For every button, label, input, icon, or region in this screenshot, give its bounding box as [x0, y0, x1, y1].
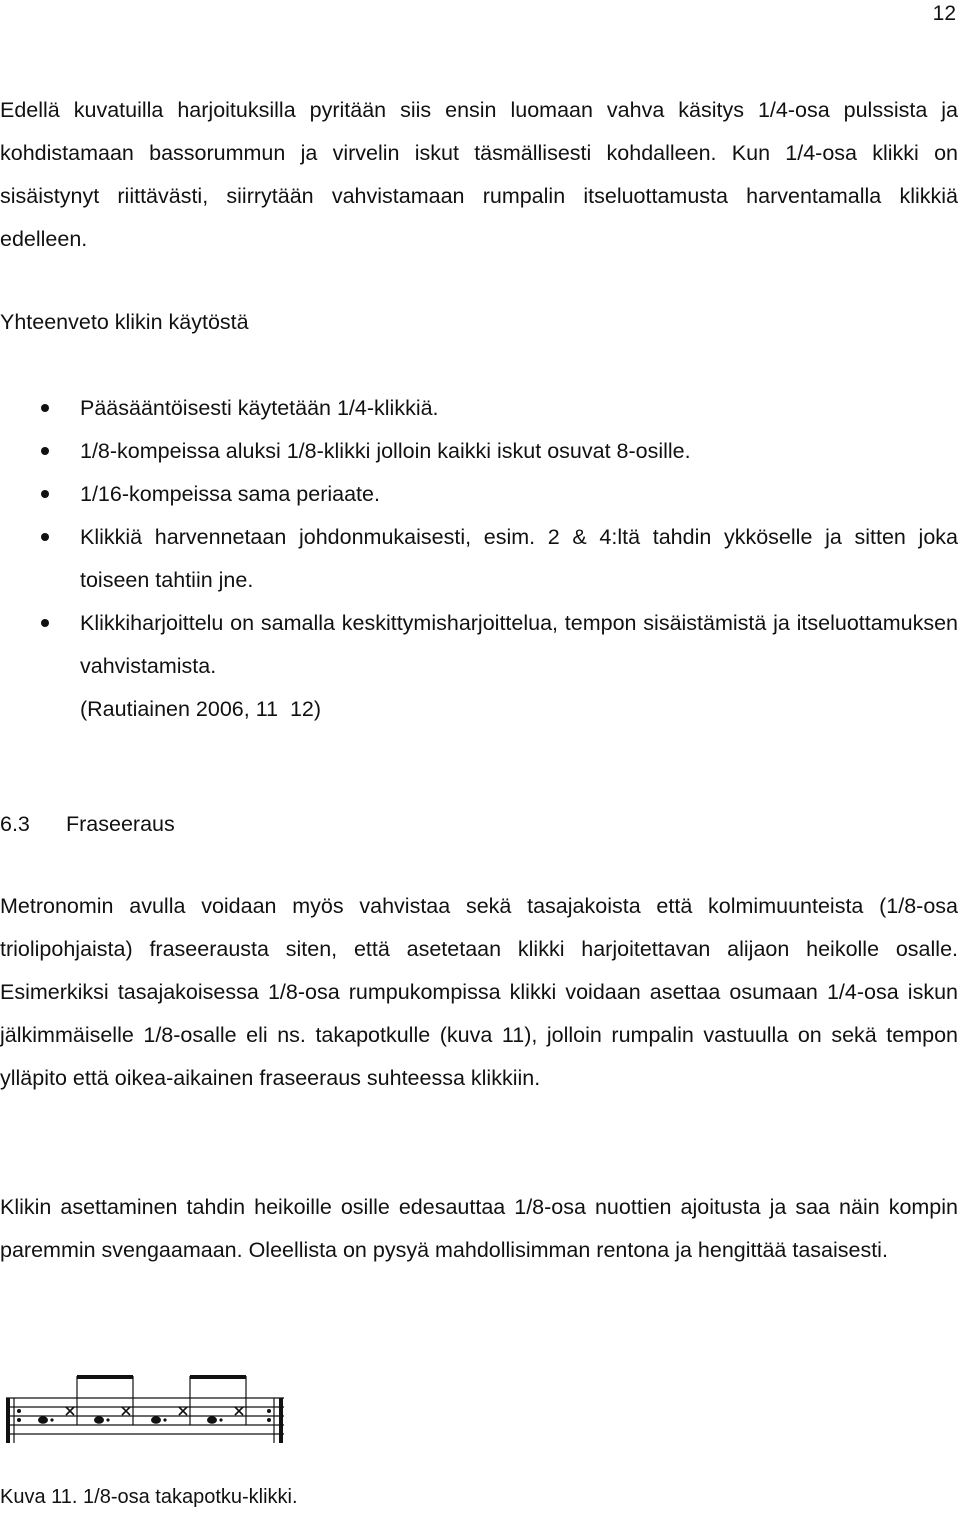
page-number: 12: [932, 2, 956, 25]
list-item: [0, 473, 958, 516]
list-item-text: Klikkiä harvennetaan johdonmukaisesti, esim. 2 & 4:ltä tahdin ykköselle ja sitten joka toiseen tahtiin jne.: [80, 525, 958, 592]
bullet-icon: [41, 447, 49, 455]
list-item: [0, 387, 958, 430]
section-title: Fraseeraus: [66, 812, 175, 836]
citation: (Rautiainen 2006, 11 12): [80, 697, 322, 721]
weak-beats-paragraph: Klikin asettaminen tahdin heikoille osille edesauttaa 1/8-osa nuottien ajoitusta ja saa näin kompin paremmin svengaamaan. Oleellista on pysyä mahdollisimman rentona ja hengittää tasaisesti.: [0, 1195, 958, 1262]
intro-paragraph: Edellä kuvatuilla harjoituksilla pyritään siis ensin luomaan vahva käsitys 1/4-osa pulssista ja kohdistamaan bassorummun ja virvelin iskut täsmällisesti kohdalleen. Kun 1/4-osa klikki on sisäistynyt riittävästi, siirrytään vahvistamaan rumpalin itseluottamusta harventamalla klikkiä edelleen.: [0, 98, 958, 251]
list-item: [0, 602, 958, 688]
section-heading: [0, 803, 175, 846]
section-number: 6.3: [0, 812, 30, 836]
list-item-text: Klikkiharjoittelu on samalla keskittymisharjoittelua, tempon sisäistämistä ja itseluottamuksen vahvistamista.: [80, 611, 958, 678]
bullet-icon: [41, 404, 49, 412]
list-item-text: Pääsääntöisesti käytetään 1/4-klikkiä.: [80, 396, 439, 420]
phrasing-paragraph: Metronomin avulla voidaan myös vahvistaa sekä tasajakoista että kolmimuunteista (1/8-osa triolipohjaista) fraseerausta siten, että asetetaan klikki harjoitettavan alijaon heikolle osalle. Esimerkiksi tasajakoisessa 1/8-osa rumpukompissa klikki voidaan asettaa osumaan 1/4-osa iskun jälkimmäiselle 1/8-osalle eli ns. takapotkulle (kuva 11), jolloin rumpalin vastuulla on sekä tempon ylläpito että oikea-aikainen fraseeraus suhteessa klikkiin.: [0, 894, 958, 1090]
summary-heading: Yhteenveto klikin käytöstä: [0, 310, 249, 334]
summary-list: [0, 387, 958, 731]
bullet-icon: [41, 533, 49, 541]
list-item-text: 1/16-kompeissa sama periaate.: [80, 482, 380, 506]
list-item: [0, 430, 958, 473]
bullet-icon: [41, 490, 49, 498]
list-item: [0, 516, 958, 602]
bullet-icon: [41, 619, 49, 627]
figure-caption: Kuva 11. 1/8-osa takapotku-klikki.: [0, 1486, 298, 1508]
list-item-text: 1/8-kompeissa aluksi 1/8-klikki jolloin kaikki iskut osuvat 8-osille.: [80, 439, 691, 463]
drum-notation-figure: [0, 1370, 300, 1460]
